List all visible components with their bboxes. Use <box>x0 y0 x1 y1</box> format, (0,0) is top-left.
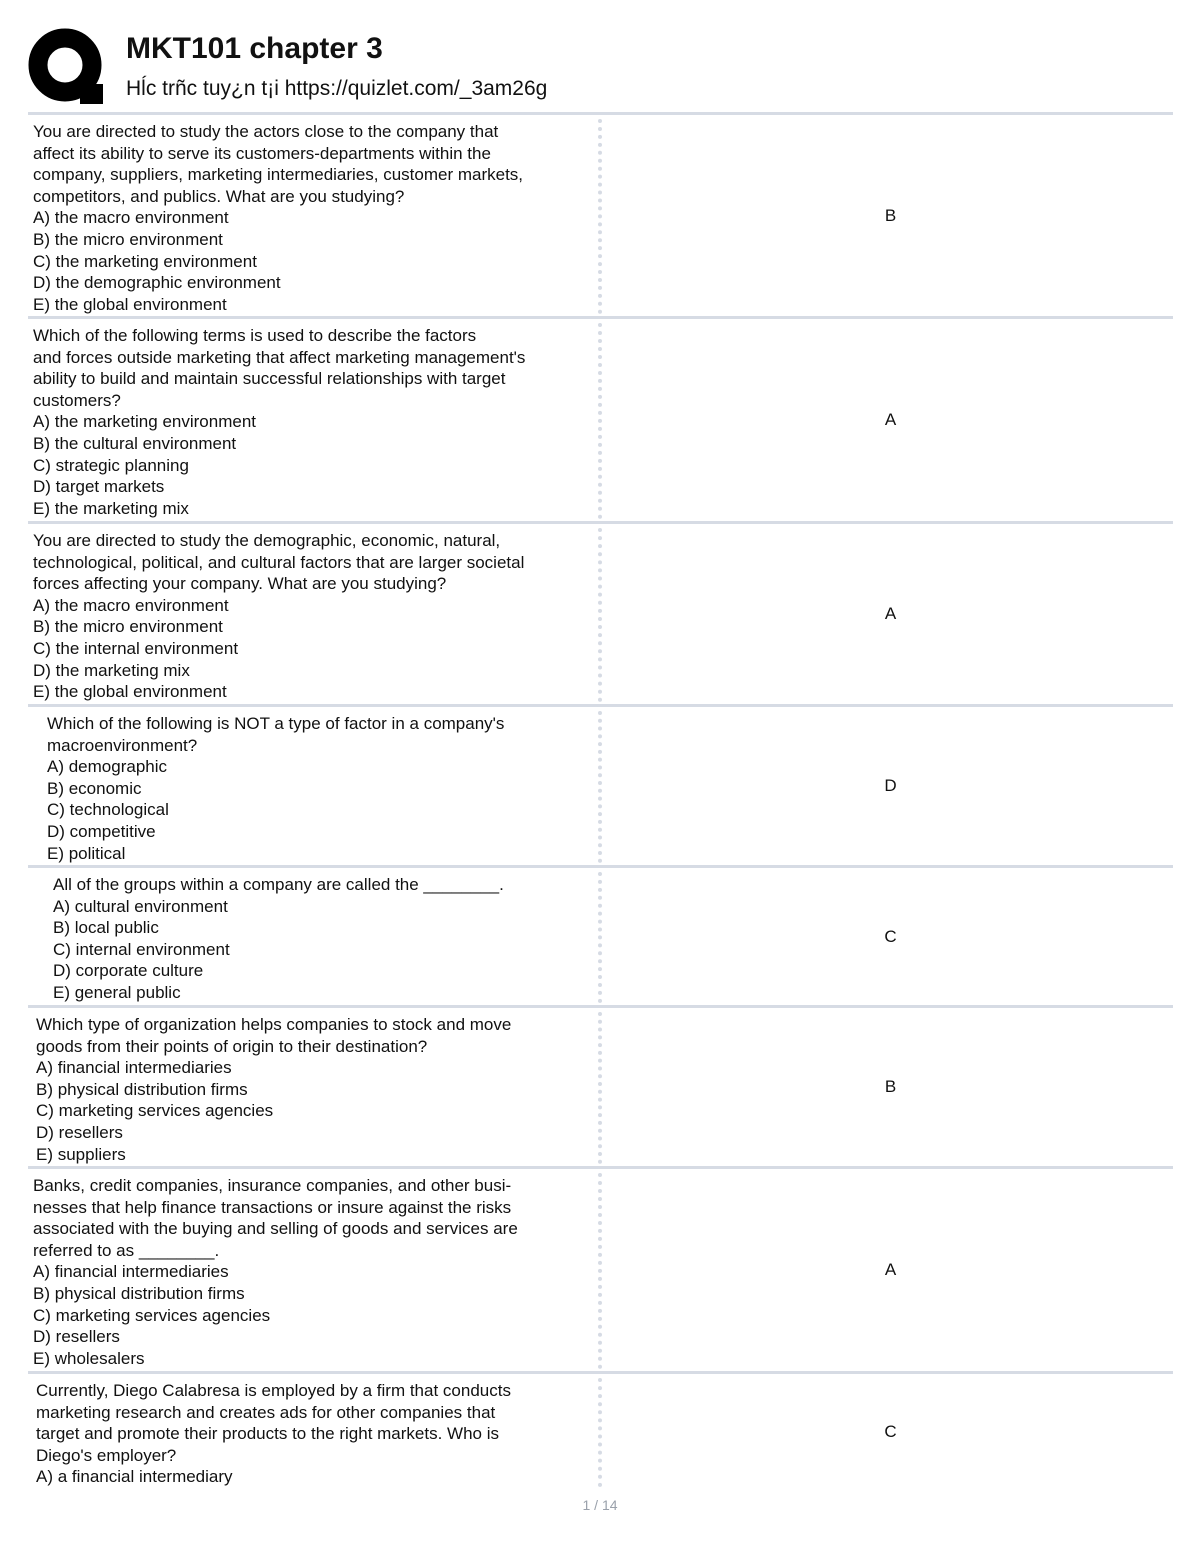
question-line: All of the groups within a company are called the ________. <box>53 875 504 894</box>
flashcard-row <box>28 704 1173 865</box>
option-line: E) general public <box>53 982 181 1002</box>
answer-cell: B <box>884 1077 897 1096</box>
question-line: Banks, credit companies, insurance companies, and other busi- <box>33 1176 512 1195</box>
option-line: A) cultural environment <box>53 896 228 916</box>
answer-cell: C <box>884 1421 897 1441</box>
option-line: A) a financial intermediary <box>36 1467 233 1487</box>
option-line: B) economic <box>47 778 142 798</box>
option-line: D) the demographic environment <box>33 273 281 293</box>
answer-cell: D <box>884 776 897 795</box>
question-cell <box>28 1374 598 1489</box>
option-line: C) strategic planning <box>33 455 189 475</box>
document-header <box>28 28 1173 112</box>
question-line: competitors, and publics. What are you studying? <box>33 186 405 206</box>
option-line: E) the global environment <box>33 682 227 702</box>
option-line: B) the micro environment <box>33 617 223 637</box>
option-line: E) the marketing mix <box>33 498 189 518</box>
option-line: E) political <box>47 843 126 863</box>
document-title: MKT101 chapter 3 <box>126 32 383 65</box>
option-line: C) marketing services agencies <box>36 1101 274 1121</box>
question-line: technological, political, and cultural factors that are larger societal <box>33 552 525 572</box>
option-line: E) wholesalers <box>33 1348 145 1368</box>
question-line: target and promote their products to the right markets. Who is <box>36 1424 499 1444</box>
answer-cell: C <box>884 926 897 946</box>
option-line: C) the internal environment <box>33 638 239 658</box>
question-cell <box>28 115 598 316</box>
answer-cell: A <box>884 410 897 429</box>
option-line: A) the macro environment <box>33 208 229 228</box>
option-line: B) local public <box>53 918 159 938</box>
flashcard-table <box>28 112 1173 1489</box>
option-line: C) internal environment <box>53 939 230 959</box>
question-cell <box>28 524 598 704</box>
flashcard-row <box>28 1005 1173 1166</box>
option-line: C) technological <box>47 800 169 820</box>
option-line: A) the macro environment <box>33 595 229 615</box>
question-line: marketing research and creates ads for other companies that <box>36 1402 496 1422</box>
question-cell <box>28 1008 598 1166</box>
option-line: C) marketing services agencies <box>33 1305 271 1325</box>
option-line: B) physical distribution firms <box>36 1079 248 1099</box>
option-line: B) the cultural environment <box>33 433 237 453</box>
option-line: D) target markets <box>33 477 165 497</box>
option-line: D) corporate culture <box>53 961 204 981</box>
answer-cell: A <box>884 604 897 623</box>
option-line: A) financial intermediaries <box>36 1058 232 1078</box>
question-line: Diego's employer? <box>36 1445 177 1465</box>
question-cell <box>28 868 598 1005</box>
answer-cell: A <box>884 1260 897 1279</box>
option-line: D) resellers <box>36 1122 123 1142</box>
question-line: Currently, Diego Calabresa is employed by a firm that conducts <box>36 1381 511 1400</box>
question-line: macroenvironment? <box>47 735 198 755</box>
option-line: E) suppliers <box>36 1144 126 1164</box>
question-line: You are directed to study the demographic, economic, natural, <box>33 531 501 550</box>
question-cell <box>28 1169 598 1371</box>
flashcard-row <box>28 1166 1173 1371</box>
flashcard-row <box>28 316 1173 521</box>
answer-cell: B <box>884 205 897 225</box>
question-line: Which of the following terms is used to describe the factors <box>33 326 477 345</box>
flashcard-row <box>28 112 1173 316</box>
question-line: referred to as ________. <box>33 1240 220 1260</box>
option-line: A) the marketing environment <box>33 412 256 432</box>
document-subtitle: Hĺc trñc tuy¿n t¡i https://quizlet.com/_3am26g <box>126 77 548 100</box>
question-line: nesses that help finance transactions or insure against the risks <box>33 1197 512 1217</box>
option-line: B) the micro environment <box>33 229 223 249</box>
question-cell <box>28 707 598 865</box>
question-line: customers? <box>33 390 121 410</box>
question-line: goods from their points of origin to their destination? <box>36 1036 428 1056</box>
question-line: and forces outside marketing that affect marketing management's <box>33 347 526 367</box>
option-line: D) the marketing mix <box>33 660 190 680</box>
question-cell <box>28 319 598 521</box>
question-line: affect its ability to serve its customers-departments within the <box>33 143 491 163</box>
flashcard-row <box>28 521 1173 704</box>
page-number: 1 / 14 <box>582 1497 618 1513</box>
option-line: A) demographic <box>47 757 168 777</box>
option-line: D) competitive <box>47 821 156 841</box>
question-line: associated with the buying and selling of goods and services are <box>33 1219 518 1239</box>
flashcard-row <box>28 865 1173 1005</box>
question-line: forces affecting your company. What are you studying? <box>33 574 447 594</box>
question-line: Which type of organization helps companies to stock and move <box>36 1015 512 1034</box>
option-line: A) financial intermediaries <box>33 1262 229 1282</box>
quizlet-logo-icon <box>28 28 108 108</box>
question-line: company, suppliers, marketing intermediaries, customer markets, <box>33 165 524 185</box>
option-line: B) physical distribution firms <box>33 1283 245 1303</box>
option-line: E) the global environment <box>33 294 227 314</box>
question-line: ability to build and maintain successful relationships with target <box>33 369 506 389</box>
question-line: You are directed to study the actors close to the company that <box>33 122 499 141</box>
option-line: C) the marketing environment <box>33 251 257 271</box>
flashcard-row <box>28 1371 1173 1489</box>
option-line: D) resellers <box>33 1327 120 1347</box>
question-line: Which of the following is NOT a type of factor in a company's <box>47 714 505 733</box>
